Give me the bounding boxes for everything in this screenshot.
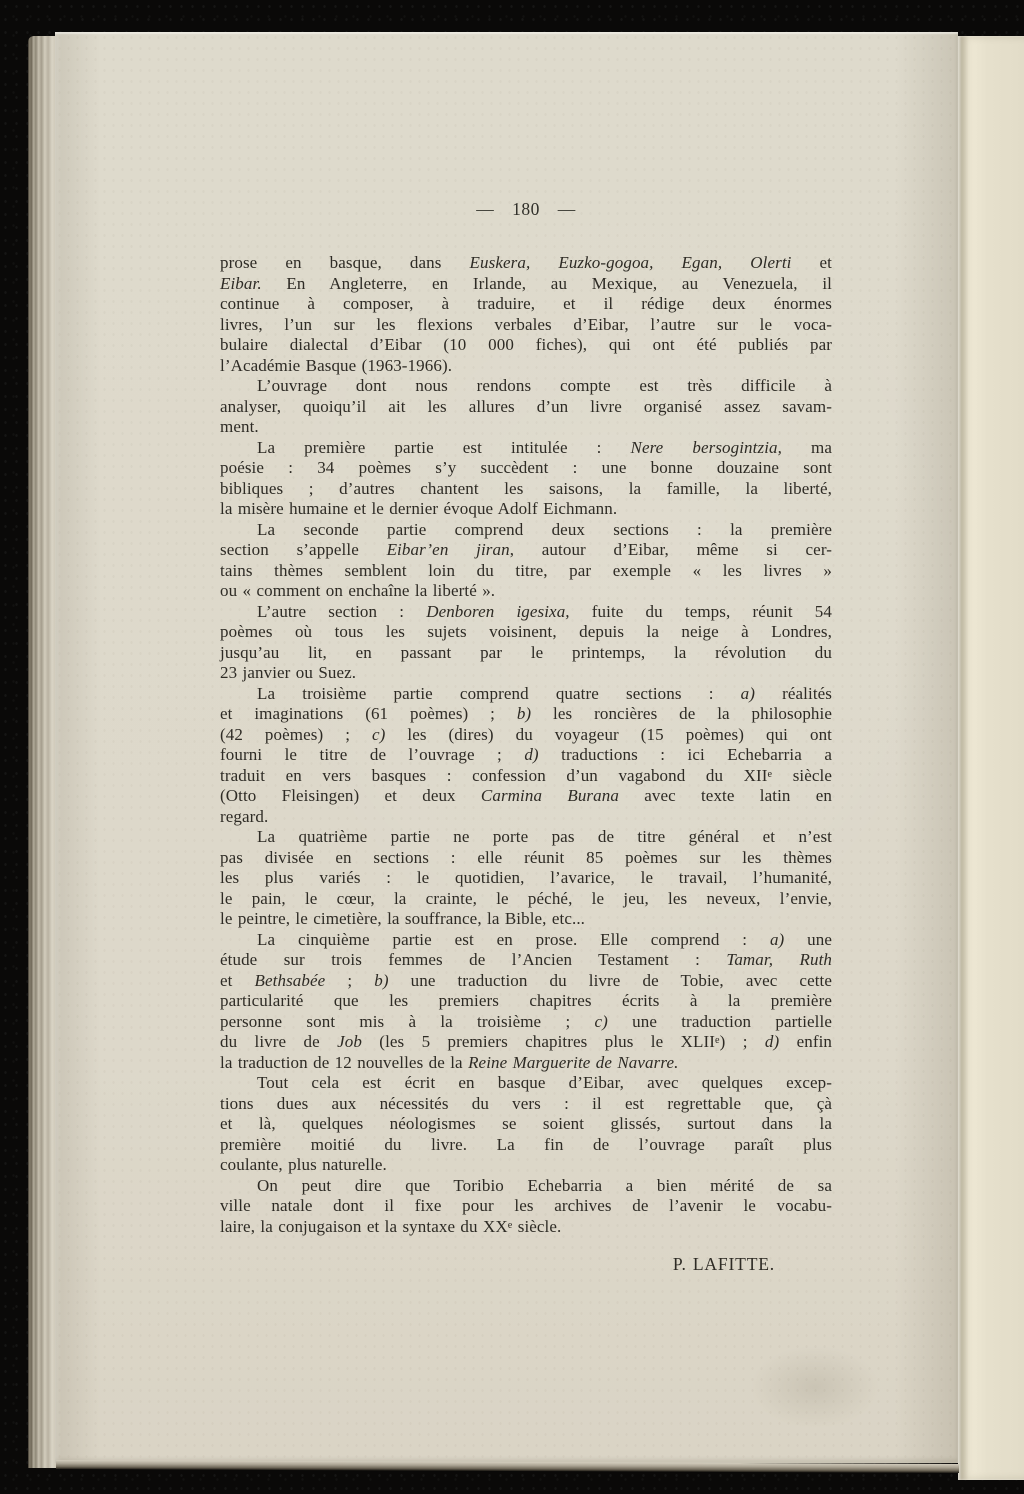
page-number: — 180 — [476,199,576,219]
text-line: la misère humaine et le dernier évoque Adolf Eichmann. [220,499,618,518]
text-line: du livre de Job (les 5 premiers chapitres plus le XLIIe) ; d) enfin [220,1032,833,1051]
text-line: ou « comment on enchaîne la liberté ». [220,581,496,600]
text-line: prose en basque, dans Euskera, Euzko-gogoa, Egan, Olerti et [220,253,832,272]
paragraph [220,684,832,828]
paragraphs-container [220,253,832,1237]
text-line: regard. [220,806,269,826]
facing-page-gutter [958,36,1024,1480]
paragraph [220,827,832,930]
paragraph [220,930,832,1074]
text-line: La cinquième partie est en prose. Elle comprend : a) une [257,929,832,949]
text-line: La seconde partie comprend deux sections : la première [257,519,832,539]
text-line: les plus variés : le quotidien, l’avarice, le travail, l’humanité, [220,868,832,887]
paragraph [220,1073,832,1176]
text-line: l’Académie Basque (1963-1966). [220,355,453,375]
text-line: coulante, plus naturelle. [220,1155,387,1174]
signature: P. LAFITTE. [672,1254,775,1274]
paragraph [220,1176,832,1238]
text-line: poésie : 34 poèmes s’y succèdent : une bonne douzaine sont [220,458,832,477]
text-line: ville natale dont il fixe pour les archives de l’avenir le vocabu- [220,1196,832,1215]
paragraph [220,520,832,602]
page-stack-edges-left [28,36,56,1468]
text-line: laire, la conjugaison et la syntaxe du XXe siècle. [220,1216,562,1236]
text-line: jusqu’au lit, en passant par le printemps, la révolution du [220,642,832,662]
text-line: le peintre, le cimetière, la souffrance, la Bible, etc... [220,909,586,928]
text-line: ment. [220,417,259,436]
paragraph [220,253,832,376]
book-page [55,32,958,1463]
paragraph [220,438,832,520]
text-line: (Otto Fleisingen) et deux Carmina Burana avec texte latin en [220,786,832,805]
text-line: la traduction de 12 nouvelles de la Reine Marguerite de Navarre. [220,1052,679,1072]
text-line: traduit en vers basques : confession d’un vagabond du XIIe siècle [220,765,832,785]
text-line: livres, l’un sur les flexions verbales d’Eibar, l’autre sur le voca- [220,314,832,334]
text-line: La troisième partie comprend quatre sections : a) réalités [257,683,833,703]
text-line: et Bethsabée ; b) une traduction du livre de Tobie, avec cette [220,970,833,990]
text-line: 23 janvier ou Suez. [220,663,357,682]
text-line: bibliques ; d’autres chantent les saisons, la famille, la liberté, [220,478,832,498]
text-line: On peut dire que Toribio Echebarria a bien mérité de sa [257,1175,832,1195]
text-line: (42 poèmes) ; c) les (dires) du voyageur (15 poèmes) qui ont [220,724,833,744]
paper-smudge [745,1342,885,1432]
text-line: pas divisée en sections : elle réunit 85 poèmes sur les thèmes [220,847,832,867]
text-line: étude sur trois femmes de l’Ancien Testament : Tamar, Ruth [220,950,832,969]
text-line: et imaginations (61 poèmes) ; b) les roncières de la philosophie [220,704,832,723]
text-line: tions dues aux nécessités du vers : il est regrettable que, çà [220,1093,832,1113]
paragraph [220,602,832,684]
text-line: L’autre section : Denboren igesixa, fuite du temps, réunit 54 [257,601,833,621]
text-line: première moitié du livre. La fin de l’ouvrage paraît plus [220,1134,832,1154]
text-line: poèmes où tous les sujets voisinent, depuis la neige à Londres, [220,622,832,641]
text-line: particularité que les premiers chapitres écrits à la première [220,991,832,1010]
text-line: La quatrième partie ne porte pas de titre général et n’est [257,827,832,846]
text-line: La première partie est intitulée : Nere bersogintzia, ma [257,437,832,457]
text-line: Tout cela est écrit en basque d’Eibar, avec quelques excep- [257,1073,832,1092]
text-line: Eibar. En Angleterre, en Irlande, au Mexique, au Venezuela, il [220,273,832,293]
text-line: personne sont mis à la troisième ; c) une traduction partielle [220,1011,832,1031]
text-line: analyser, quoiqu’il ait les allures d’un livre organisé assez savam- [220,396,832,416]
text-line: bulaire dialectal d’Eibar (10 000 fiches), qui ont été publiés par [220,335,832,354]
text-line: le pain, le cœur, la crainte, le péché, le jeu, les neveux, l’envie, [220,888,832,908]
text-line: continue à composer, à traduire, et il rédige deux énormes [220,294,832,313]
text-line: et là, quelques néologismes se soient glissés, surtout dans la [220,1114,832,1133]
paragraph [220,376,832,438]
text-block [220,253,832,1275]
text-line: fourni le titre de l’ouvrage ; d) traductions : ici Echebarria a [220,745,832,764]
text-line: tains thèmes semblent loin du titre, par exemple « les livres » [220,560,832,580]
text-line: section s’appelle Eibar’en jiran, autour d’Eibar, même si cer- [220,540,832,559]
text-line: L’ouvrage dont nous rendons compte est très difficile à [257,376,832,395]
